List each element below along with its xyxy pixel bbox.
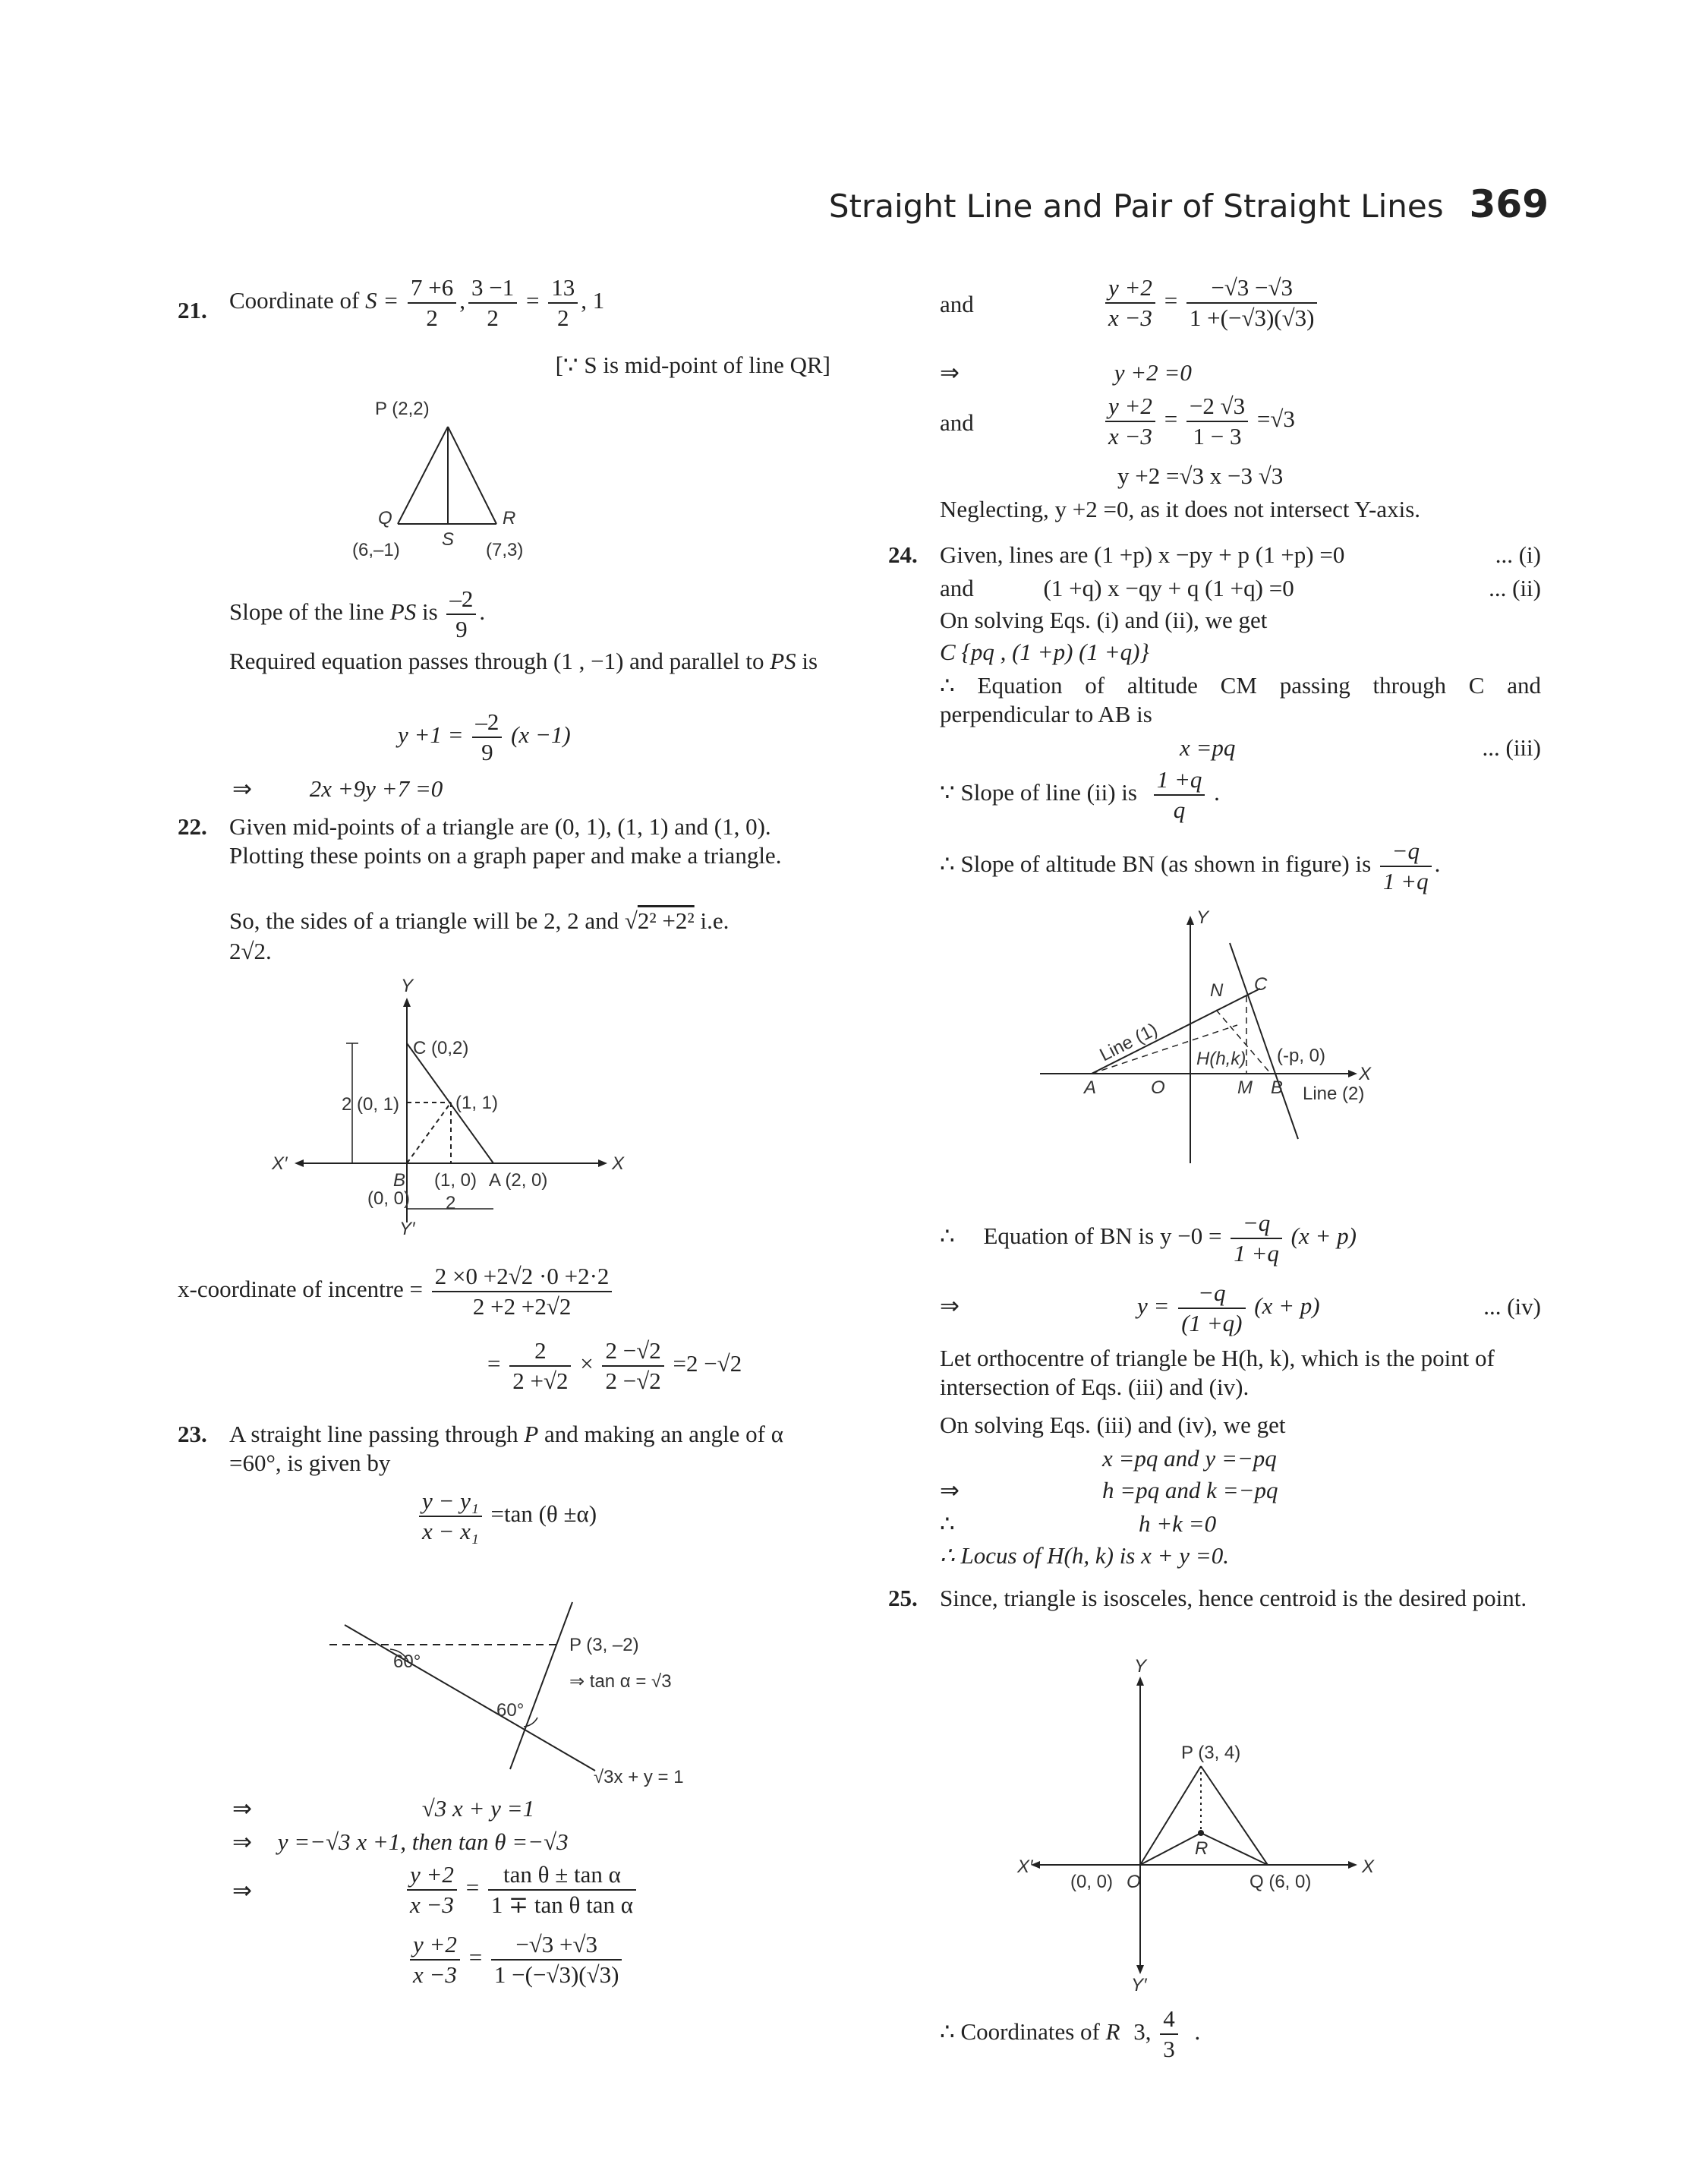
radicand: 2² +2² [637,907,695,934]
denominator: 2 +2 +2√2 [472,1292,572,1320]
label-x: X [612,1153,625,1174]
label-00: (0, 0) [1070,1872,1114,1892]
fraction [548,273,578,333]
text: . [1434,850,1441,877]
implies-symbol: ⇒ [232,1795,252,1822]
label-b: B [393,1170,406,1191]
fraction [468,273,517,333]
label-r: R [503,508,516,528]
label-b: B [1271,1077,1284,1098]
label-q: Q (6, 0) [1249,1872,1312,1892]
numerator: −2 √3 [1186,392,1248,422]
q25-paragraph: Since, triangle is isosceles, hence centroid is the desired point. [940,1585,1527,1611]
text: × [580,1349,594,1377]
fraction [419,1487,482,1546]
equation-number: ... (ii) [1489,575,1541,601]
numerator: 7 +6 [408,273,456,304]
label-r: R [1195,1838,1209,1859]
implies-symbol: ⇒ [940,1477,960,1504]
denominator: q [1173,796,1186,823]
text: (1 +q) x −qy + q (1 +q) =0 [1043,575,1294,601]
numerator: 3 −1 [468,273,517,304]
q24-solution-2 [940,1476,1541,1506]
implies-symbol: ⇒ [940,1292,960,1320]
question-number: 22. [178,813,207,840]
q24-solve-2: On solving Eqs. (iii) and (iv), we get [940,1412,1286,1438]
label-a: A [1084,1077,1097,1098]
label-neg-p: (-p, 0) [1277,1046,1326,1066]
q22-incentre-line [178,1262,615,1321]
numerator: y +2 [410,1930,460,1961]
q25-coordinates [940,2005,1541,2064]
label-line-eq: √3x + y = 1 [594,1767,684,1787]
text: (x + p) [1290,1222,1357,1249]
denominator: 2 +√2 [512,1367,569,1394]
fraction [1105,392,1155,451]
text: (x −1) [511,721,571,748]
numerator: y +2 [407,1860,457,1891]
text: S = [365,286,399,314]
equation-number: ... (i) [1495,541,1541,568]
label-x: X [1362,1856,1375,1877]
q22-sides-value: 2√2. [229,938,272,964]
q21-slope-line [229,585,830,644]
fraction [472,708,502,767]
denominator: 1 +q [1382,867,1429,894]
q21-result [232,774,443,804]
label-y-prime: Y′ [399,1219,415,1239]
numerator: 2 −√2 [602,1336,663,1367]
label-n: N [1210,980,1224,1001]
label-angle-1: 60° [393,1651,421,1672]
fraction [491,1930,622,1989]
fraction [446,585,476,644]
text: and [940,291,974,317]
equation-number: ... (iii) [1482,734,1541,761]
equation-number: ... (iv) [1483,1293,1541,1320]
page-header [829,182,1549,226]
denominator: 2 [556,304,569,331]
numerator: −√3 +√3 [491,1930,622,1961]
label-o: O [1151,1077,1165,1098]
text: So, the sides of a triangle will be 2, 2 and [229,907,619,934]
implies-symbol: ⇒ [940,359,960,386]
question-number: 21. [178,297,207,323]
label-c: C [1254,974,1268,995]
text: ∴ Coordinates of [940,2017,1100,2045]
q22-incentre-result [487,1336,742,1396]
text: ∵ Slope of line (ii) is [940,778,1137,806]
q24-line-2 [940,574,1541,603]
numerator: y +2 [1105,273,1155,304]
fraction [1154,765,1205,825]
orthocentre-figure [1040,907,1420,1171]
numerator: −q [1178,1279,1245,1309]
denominator: 2 [487,304,499,331]
fraction [408,273,456,333]
denominator: x −3 [410,1891,454,1918]
numerator: −q [1231,1209,1282,1239]
numerator: tan θ ± tan α [488,1860,636,1891]
q23-paragraph [229,1420,830,1478]
numerator: y − y₁ [419,1487,482,1517]
q24-slope-ii [940,765,1541,825]
numerator: y +2 [1105,392,1155,422]
label-y: Y [401,976,414,996]
denominator: 9 [455,615,468,642]
label-tan-alpha: ⇒ tan α = √3 [569,1671,672,1692]
fraction [407,1860,457,1920]
q21-requirement [229,647,830,676]
text: y +1 = [398,721,464,748]
label-11: (1, 1) [455,1093,499,1113]
label-y-prime: Y′ [1131,1975,1147,1995]
text: and making an angle of α =60°, is given by [229,1421,783,1476]
text: ∴ [940,1222,955,1249]
label-x: X [1359,1064,1372,1084]
q23-final-eq: y +2 =√3 x −3 √3 [1117,462,1284,489]
q24-bn-eq [940,1209,1357,1268]
q23-step-3 [232,1860,639,1920]
label-x-prime: X′ [1017,1856,1033,1877]
label-s: S [442,529,455,550]
label-m: M [1237,1077,1253,1098]
text: (x + p) [1254,1292,1320,1319]
label-10: (1, 0) [434,1170,477,1191]
label-00: (0, 0) [367,1188,411,1209]
label-y: Y [1134,1656,1147,1677]
fraction [1186,273,1318,333]
denominator: 2 [426,304,438,331]
text: PS [389,598,417,625]
denominator: 9 [481,738,493,765]
denominator: x −3 [413,1961,457,1988]
fraction [1380,837,1432,896]
text: x-coordinate of incentre = [178,1275,424,1302]
q21-note: [∵ S is mid-point of line QR] [555,352,830,378]
text: . [479,598,486,625]
label-y: Y [1196,907,1209,928]
fraction [432,1262,613,1321]
label-p: P (3, 4) [1181,1743,1241,1763]
numerator: 1 +q [1154,765,1205,796]
text: =tan (θ ±α) [490,1500,597,1527]
numerator: –2 [446,585,476,615]
q24-line-1 [940,541,1541,569]
label-height-2: 2 [342,1094,352,1115]
q23-step-2 [232,1828,569,1857]
text: A straight line passing through [229,1421,518,1447]
label-line-1: Line (1) [1096,1019,1161,1066]
fraction [602,1336,663,1396]
text: Slope of the line [229,598,385,625]
q24-solution-3 [940,1509,1541,1538]
label-a: A (2, 0) [489,1170,548,1191]
text: P [524,1421,539,1447]
fraction [1186,392,1248,451]
text: ∴ [940,1510,955,1537]
text: y =−√3 x +1, then tan θ =−√3 [277,1828,569,1855]
q23-neglect-eq [940,358,1192,388]
text: Coordinate of [229,286,360,314]
fraction [509,1336,571,1396]
label-q: Q [378,508,392,528]
q24-altitude: ∴ Equation of altitude CM passing through C and perpendicular to AB is [940,672,1541,727]
denominator: x −3 [1108,422,1152,450]
label-r-coord: (7,3) [486,540,524,560]
angle-line-figure [345,1602,739,1787]
incentre-triangle-figure [272,976,648,1239]
denominator: x −3 [1108,304,1152,331]
text: Required equation passes through (1 , −1) and parallel to [229,648,764,674]
text: is [802,648,818,674]
text: 3, [1133,2017,1152,2045]
numerator: 13 [548,273,578,304]
running-title: Straight Line and Pair of Straight Lines [828,188,1444,225]
implies-symbol: ⇒ [232,775,252,803]
q24-point-c: C {pq , (1 +p) (1 +q)} [940,639,1149,665]
text: = [1164,405,1178,432]
question-number: 23. [178,1421,207,1447]
fraction [1231,1209,1282,1268]
text: and [940,575,974,601]
text: =√3 [1256,405,1295,432]
triangle-pqr-figure [352,387,557,585]
q24-solution-1: x =pq and y =−pq [1102,1445,1277,1472]
text: 2x +9y +7 =0 [309,775,443,802]
text: Equation of BN is y −0 = [983,1222,1222,1249]
text: h +k =0 [1139,1510,1217,1537]
text: y = [1137,1292,1170,1319]
text: and [940,409,974,436]
implies-symbol: ⇒ [232,1877,252,1904]
q23-and-line-1 [940,273,1320,333]
label-o: O [1127,1872,1141,1892]
numerator: 2 ×0 +2√2 ·0 +2·2 [432,1262,613,1292]
text: PS [770,648,796,674]
denominator: 1 +q [1234,1239,1279,1267]
fraction [1178,1279,1245,1338]
denominator: 1 ∓ tan θ tan α [490,1891,633,1918]
denominator: 2 −√2 [605,1367,661,1394]
centroid-figure [1017,1656,1382,1995]
q23-formula [416,1487,597,1546]
q24-locus: ∴ Locus of H(h, k) is x + y =0. [940,1542,1229,1569]
q23-step-1 [232,1794,534,1824]
q24-solve: On solving Eqs. (i) and (ii), we get [940,607,1268,633]
label-base-2: 2 [446,1193,456,1213]
fraction [488,1860,636,1920]
numerator: 4 [1160,2005,1178,2035]
q23-neglect-note: Neglecting, y +2 =0, as it does not intersect Y-axis. [940,496,1421,522]
label-x-prime: X′ [272,1153,288,1174]
label-angle-2: 60° [496,1700,525,1721]
text: , 1 [581,286,605,314]
fraction [1105,273,1155,333]
text: = [1164,286,1178,314]
q22-sides [229,907,830,935]
label-line-2: Line (2) [1303,1084,1365,1104]
label-p: P (3, –2) [569,1635,639,1655]
question-number: 25. [888,1585,918,1611]
text: √3 x + y =1 [421,1795,535,1822]
q23-step-4 [407,1930,625,1989]
text: R [1105,2017,1120,2045]
q21-coordinate-line [229,273,830,333]
label-q-coord: (6,–1) [352,540,400,560]
text: = [465,1873,480,1901]
question-number: 24. [888,541,918,568]
denominator: 3 [1163,2035,1175,2062]
q24-eq-iii [940,733,1541,762]
label-c: C (0,2) [413,1038,469,1058]
q23-and-line-2 [940,392,1295,451]
implies-symbol: ⇒ [232,1828,252,1856]
text: . [1214,778,1220,806]
q24-slope-bn [940,837,1541,896]
denominator: 1 +(−√3)(√3) [1189,304,1315,331]
numerator: 2 [509,1336,571,1367]
page-number: 369 [1469,182,1549,226]
text: . [1194,2017,1201,2045]
text: ∴ Slope of altitude BN (as shown in figure) is [940,850,1372,877]
text: = [487,1349,501,1377]
fraction [410,1930,460,1989]
q24-orthocentre: Let orthocentre of triangle be H(h, k), which is the point of intersection of Eqs. (iii) and (iv). [940,1345,1495,1400]
q22-paragraph: Given mid-points of a triangle are (0, 1), (1, 1) and (1, 0). Plotting these points on a graph paper and make a triangle. [229,813,782,869]
text: Given, lines are (1 +p) x −py + p (1 +p) =0 [940,541,1345,568]
numerator: −q [1380,837,1432,867]
text: , [459,286,465,314]
q24-eq-iv [940,1279,1541,1338]
text: y +2 =0 [1114,359,1192,386]
text: i.e. [700,907,730,934]
label-p: P (2,2) [375,399,430,419]
label-h: H(h,k) [1196,1049,1246,1069]
text: h =pq and k =−pq [1102,1477,1278,1503]
q21-equation [398,708,571,767]
label-01: (0, 1) [357,1094,400,1115]
text: x =pq [1180,734,1236,761]
numerator: –2 [472,708,502,738]
text: = [468,1943,483,1970]
denominator: (1 +q) [1181,1309,1243,1336]
text: = [525,286,540,314]
denominator: 1 − 3 [1193,422,1242,450]
numerator: −√3 −√3 [1186,273,1318,304]
fraction [1160,2005,1178,2064]
text: is [421,598,438,625]
denominator: x − x₁ [422,1517,479,1544]
denominator: 1 −(−√3)(√3) [493,1961,619,1988]
sqrt: √2² +2² [624,907,695,934]
text: =2 −√2 [673,1349,742,1377]
